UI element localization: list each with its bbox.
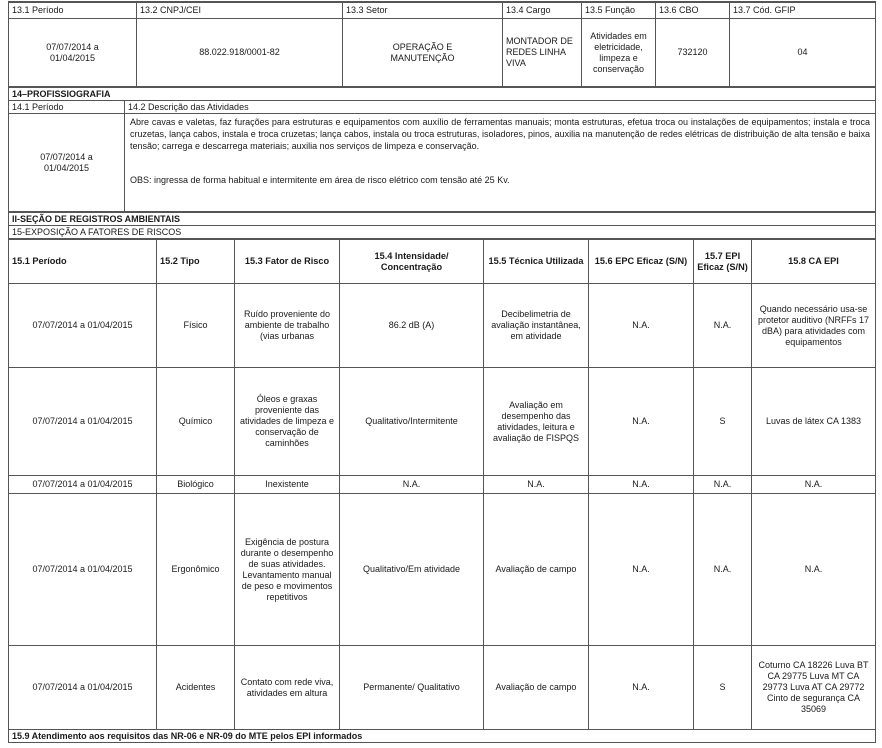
row-periodo: 07/07/2014 a 01/04/2015 (9, 494, 157, 646)
section-II-title: II-SEÇÃO DE REGISTROS AMBIENTAIS (9, 213, 876, 226)
header-15-epi: 15.7 EPI Eficaz (S/N) (694, 240, 752, 284)
section-13-data-row (9, 19, 876, 87)
row-fator: Exigência de postura durante o desempenho de suas atividades. Levantamento manual de peso e movimentos repetitivos (235, 494, 340, 646)
row-tecnica: Avaliação de campo (484, 646, 589, 730)
row-intensidade: 86.2 dB (A) (340, 284, 484, 368)
row-intensidade: Permanente/ Qualitativo (340, 646, 484, 730)
row-periodo: 07/07/2014 a 01/04/2015 (9, 368, 157, 476)
row-tecnica: Avaliação de campo (484, 494, 589, 646)
row-epc: N.A. (589, 284, 694, 368)
row-epc: N.A. (589, 476, 694, 494)
descricao-text: Abre cavas e valetas, faz furações para estruturas e equipamentos com auxílio de ferramentas manuais; monta estruturas, efetua troca ou instalações de equipamentos; instala e troca cruzetas, lança cabos, instala e troca cruzetas; lança cabos, instala ou troca estruturas, isoladores, pinos, auxilia na manutenção de redes elétricas de distribuição de alta tensão e baixa tensão; carrega e descarrega materiais; auxilia nos serviços de limpeza e conservação. (130, 117, 870, 151)
row-epi: N.A. (694, 494, 752, 646)
section-14-title: 14–PROFISSIOGRAFIA (9, 88, 876, 101)
row-epc: N.A. (589, 494, 694, 646)
row-tipo: Acidentes (157, 646, 235, 730)
section-15-subtitle: 15-EXPOSIÇÃO A FATORES DE RISCOS (9, 226, 876, 239)
table-row (9, 646, 876, 730)
periodo-14-value: 07/07/2014 a 01/04/2015 (9, 114, 125, 212)
header-funcao: 13.5 Função (582, 3, 656, 19)
table-row (9, 368, 876, 476)
row-fator: Óleos e graxas proveniente das atividades de limpeza e conservação de caminhões (235, 368, 340, 476)
header-15-tipo: 15.2 Tipo (157, 240, 235, 284)
row-fator: Inexistente (235, 476, 340, 494)
table-row (9, 476, 876, 494)
row-epc: N.A. (589, 368, 694, 476)
section-II-table (8, 212, 876, 239)
row-ca: Luvas de látex CA 1383 (752, 368, 876, 476)
header-setor: 13.3 Setor (343, 3, 503, 19)
descricao-atividades (125, 114, 876, 212)
row-tecnica: Avaliação em desempenho das atividades, leitura e avaliação de FISPQS (484, 368, 589, 476)
header-15-epc: 15.6 EPC Eficaz (S/N) (589, 240, 694, 284)
header-15-fator: 15.3 Fator de Risco (235, 240, 340, 284)
row-epi: N.A. (694, 476, 752, 494)
header-gfip: 13.7 Cód. GFIP (730, 3, 876, 19)
row-ca: N.A. (752, 476, 876, 494)
periodo-value: 07/07/2014 a 01/04/2015 (9, 19, 137, 87)
row-intensidade: Qualitativo/Intermitente (340, 368, 484, 476)
row-intensidade: N.A. (340, 476, 484, 494)
funcao-value: Atividades em eletricidade, limpeza e conservação (582, 19, 656, 87)
ppp-document-page (8, 0, 876, 743)
row-periodo: 07/07/2014 a 01/04/2015 (9, 284, 157, 368)
row-epi: S (694, 646, 752, 730)
row-epi: S (694, 368, 752, 476)
row-intensidade: Qualitativo/Em atividade (340, 494, 484, 646)
risk-table-header-row (9, 240, 876, 284)
row-ca: Coturno CA 18226 Luva BT CA 29775 Luva MT CA 29773 Luva AT CA 29772 Cinto de segurança CA 35069 (752, 646, 876, 730)
header-cargo: 13.4 Cargo (503, 3, 582, 19)
row-epc: N.A. (589, 646, 694, 730)
row-tipo: Ergonômico (157, 494, 235, 646)
header-15-intensidade: 15.4 Intensidade/ Concentração (340, 240, 484, 284)
section-13-table (8, 2, 876, 87)
row-ca: Quando necessário usa-se protetor auditivo (NRFFs 17 dBA) para atividades com equipamentos (752, 284, 876, 368)
table-row (9, 494, 876, 646)
row-ca: N.A. (752, 494, 876, 646)
footer-row (9, 730, 876, 743)
header-periodo: 13.1 Período (9, 3, 137, 19)
table-row (9, 284, 876, 368)
setor-value: OPERAÇÃO E MANUTENÇÃO (343, 19, 503, 87)
row-tipo: Biológico (157, 476, 235, 494)
row-fator: Ruído proveniente do ambiente de trabalho (vias urbanas (235, 284, 340, 368)
header-15-tecnica: 15.5 Técnica Utilizada (484, 240, 589, 284)
row-periodo: 07/07/2014 a 01/04/2015 (9, 646, 157, 730)
header-14-periodo: 14.1 Período (9, 101, 125, 114)
footer-15-9: 15.9 Atendimento aos requisitos das NR-06 e NR-09 do MTE pelos EPI informados (9, 730, 876, 743)
cargo-value: MONTADOR DE REDES LINHA VIVA (503, 19, 582, 87)
row-tipo: Químico (157, 368, 235, 476)
header-15-periodo: 15.1 Período (9, 240, 157, 284)
row-tecnica: Decibelimetria de avaliação instantânea, em atividade (484, 284, 589, 368)
header-cbo: 13.6 CBO (656, 3, 730, 19)
section-14-table (8, 87, 876, 212)
obs-text: OBS: ingressa de forma habitual e intermitente em área de risco elétrico com tensão até 25 Kv. (130, 175, 510, 185)
section-13-header-row (9, 3, 876, 19)
row-periodo: 07/07/2014 a 01/04/2015 (9, 476, 157, 494)
cbo-value: 732120 (656, 19, 730, 87)
risk-factors-table (8, 239, 876, 743)
header-15-ca: 15.8 CA EPI (752, 240, 876, 284)
header-14-descricao: 14.2 Descrição das Atividades (125, 101, 876, 114)
cnpj-value: 88.022.918/0001-82 (137, 19, 343, 87)
row-tecnica: N.A. (484, 476, 589, 494)
header-cnpj: 13.2 CNPJ/CEI (137, 3, 343, 19)
row-epi: N.A. (694, 284, 752, 368)
row-fator: Contato com rede viva, atividades em altura (235, 646, 340, 730)
gfip-value: 04 (730, 19, 876, 87)
row-tipo: Físico (157, 284, 235, 368)
